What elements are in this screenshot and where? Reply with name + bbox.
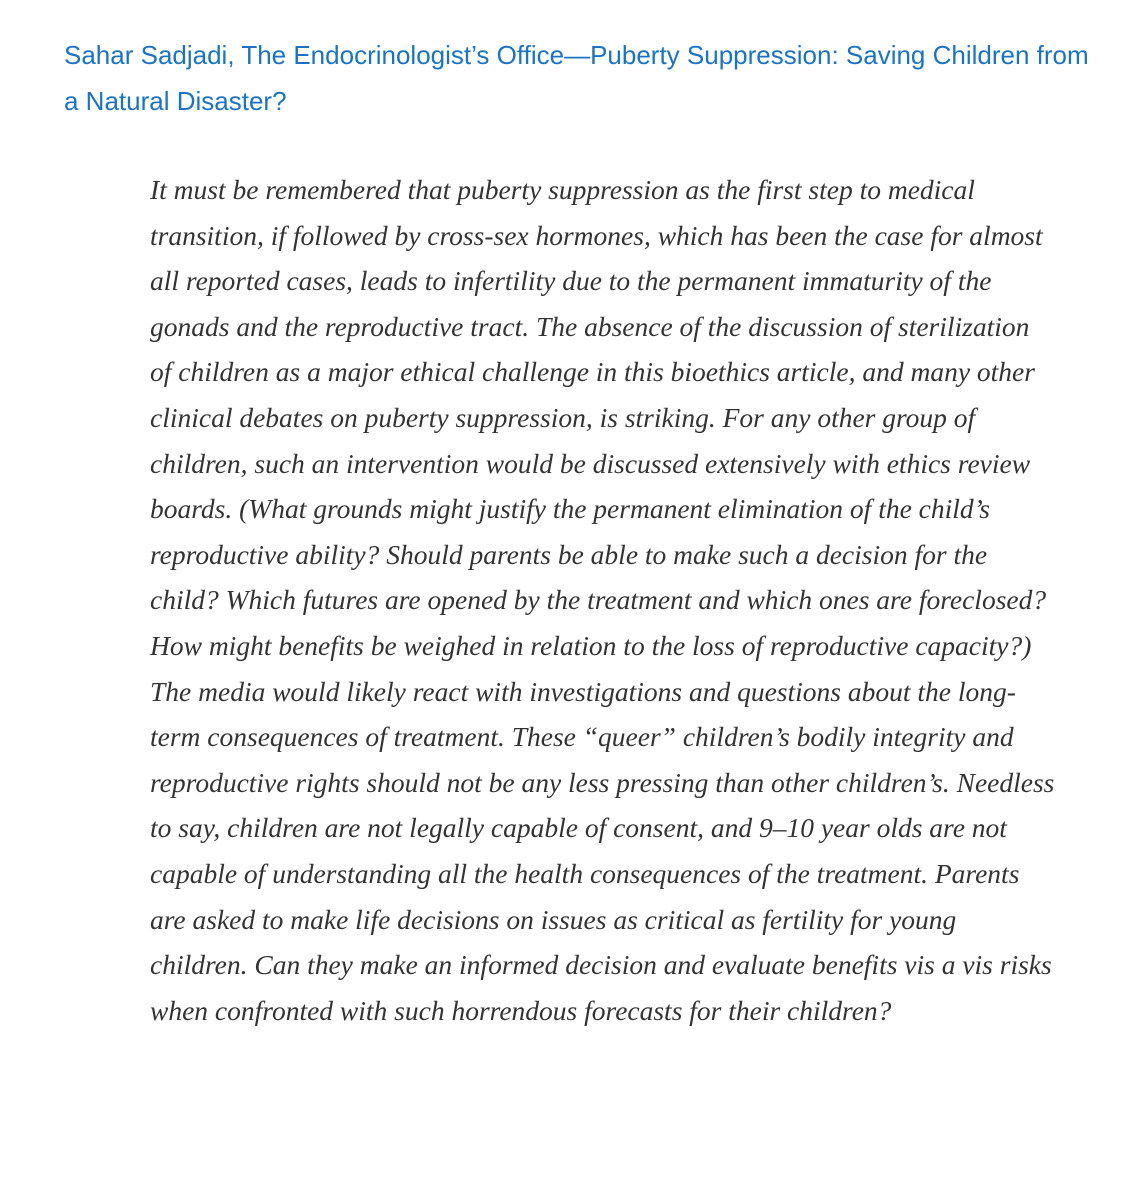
quote-paragraph: It must be remembered that puberty suppression as the first step to medical transition, if followed by cross-sex hormones, which has been the case for almost all reported cases, leads to infertility due to the permanent immaturity of the gonads and the reproductive tract. The absence of the discussion of sterilization of children as a major ethical challenge in this bioethics article, and many other clinical debates on puberty suppression, is striking. For any other group of children, such an intervention would be discussed extensively with ethics review boards. (What grounds might justify the permanent elimination of the child’s reproductive ability? Should parents be able to make such a decision for the child? Which futures are opened by the treatment and which ones are foreclosed? How might benefits be weighed in relation to the loss of reproductive capacity?) The media would likely react with investigations and questions about the long-term consequences of treatment. These “queer” children’s bodily integrity and reproductive rights should not be any less pressing than other children’s. Needless to say, children are not legally capable of consent, and 9–10 year olds are not capable of understanding all the health consequences of the treatment. Parents are asked to make life decisions on issues as critical as fertility for young children. Can they make an informed decision and evaluate benefits vis a vis risks when confronted with such horrendous forecasts for their children? — [150, 174, 1055, 1026]
block-quote — [150, 167, 1055, 1033]
article-title-link[interactable]: Sahar Sadjadi, The Endocrinologist’s Office—Puberty Suppression: Saving Children from a Natural Disaster? — [64, 40, 1089, 116]
